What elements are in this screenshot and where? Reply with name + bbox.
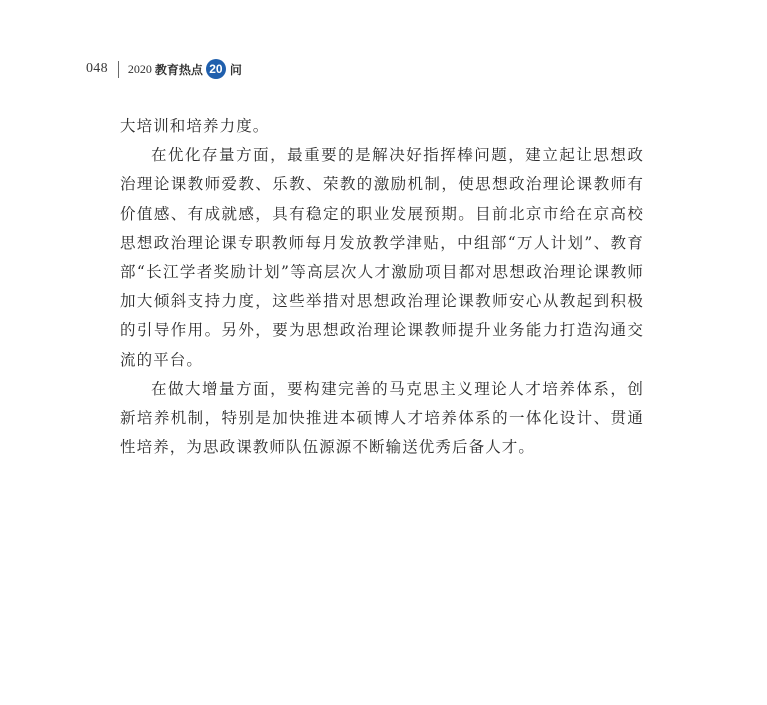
book-title-year: 2020 (127, 61, 152, 76)
book-title (128, 59, 242, 79)
header-divider (118, 61, 119, 78)
book-title-badge: 20 (206, 59, 226, 79)
paragraph-optimize-stock: 在优化存量方面，最重要的是解决好指挥棒问题，建立起让思想政治理论课教师爱教、乐教、荣教的激励机制，使思想政治理论课教师有价值感、有成就感，具有稳定的职业发展预期。目前北京市给在京高校思想政治理论课专职教师每月发放教学津贴，中组部“万人计划”、教育部“长江学者奖励计划”等高层次人才激励项目都对思想政治理论课教师加大倾斜支持力度，这些举措对思想政治理论课教师安心从教起到积极的引导作用。另外，要为思想政治理论课教师提升业务能力打造沟通交流的平台。 (120, 146, 644, 369)
book-title-mid: 教育热点 (154, 62, 203, 77)
paragraph-continuation: 大培训和培养力度。 (120, 117, 270, 135)
body-text (120, 112, 644, 462)
book-title-end: 问 (229, 62, 242, 77)
paragraph-expand-increment: 在做大增量方面，要构建完善的马克思主义理论人才培养体系，创新培养机制，特别是加快推进本硕博人才培养体系的一体化设计、贯通性培养，为思政课教师队伍源源不断输送优秀后备人才。 (120, 379, 644, 457)
page-number: 048 (86, 61, 108, 76)
page-header (86, 57, 242, 81)
